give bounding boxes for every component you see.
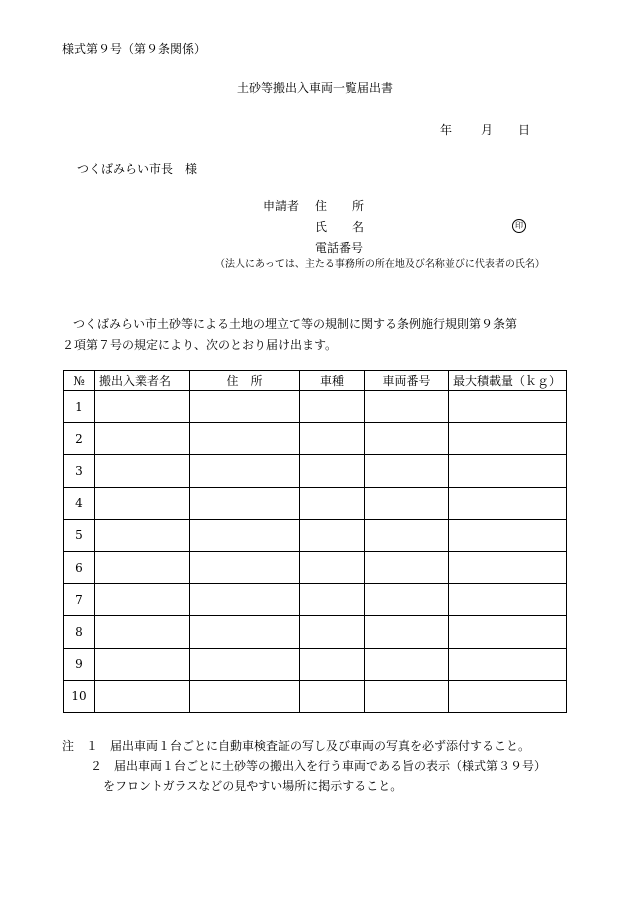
cell-operator[interactable] [95, 680, 190, 712]
cell-operator[interactable] [95, 519, 190, 551]
cell-vehicle-type[interactable] [300, 487, 365, 519]
table-row [64, 391, 567, 423]
cell-vehicle-type[interactable] [300, 551, 365, 583]
row-number: 6 [64, 551, 95, 583]
table-row [64, 616, 567, 648]
cell-address[interactable] [190, 680, 300, 712]
cell-address[interactable] [190, 519, 300, 551]
address-label-1: 住 [315, 199, 328, 213]
table-body [64, 391, 567, 713]
cell-plate-number[interactable] [365, 455, 449, 487]
table-header-row [64, 371, 567, 391]
table-row [64, 487, 567, 519]
table-row [64, 423, 567, 455]
cell-max-load[interactable] [449, 551, 567, 583]
cell-plate-number[interactable] [365, 648, 449, 680]
row-number: 7 [64, 584, 95, 616]
row-number: 5 [64, 519, 95, 551]
cell-max-load[interactable] [449, 391, 567, 423]
table-row [64, 455, 567, 487]
cell-plate-number[interactable] [365, 680, 449, 712]
note-line-1: 注 １ 届出車両１台ごとに自動車検査証の写し及び車両の写真を必ず添付すること。 [62, 739, 531, 753]
cell-address[interactable] [190, 455, 300, 487]
cell-plate-number[interactable] [365, 584, 449, 616]
cell-vehicle-type[interactable] [300, 648, 365, 680]
body-text-line-1: つくばみらい市土砂等による土地の埋立て等の規制に関する条例施行規則第９条第 [73, 317, 518, 331]
cell-vehicle-type[interactable] [300, 423, 365, 455]
note-line-2: ２ 届出車両１台ごとに土砂等の搬出入を行う車両である旨の表示（様式第３９号） [90, 759, 547, 773]
cell-plate-number[interactable] [365, 551, 449, 583]
cell-operator[interactable] [95, 423, 190, 455]
phone-label: 電話番号 [315, 241, 364, 255]
cell-plate-number[interactable] [365, 391, 449, 423]
cell-vehicle-type[interactable] [300, 455, 365, 487]
table-row [64, 584, 567, 616]
cell-address[interactable] [190, 616, 300, 648]
cell-max-load[interactable] [449, 584, 567, 616]
table-row [64, 551, 567, 583]
date-year-label: 年 [440, 123, 453, 137]
address-label-2: 所 [352, 199, 365, 213]
name-label-1: 氏 [315, 220, 328, 234]
cell-operator[interactable] [95, 455, 190, 487]
applicant-label: 申請者 [263, 199, 300, 213]
header-no: № [64, 371, 95, 391]
cell-address[interactable] [190, 584, 300, 616]
body-text-line-2: ２項第７号の規定により、次のとおり届け出ます。 [62, 338, 338, 352]
cell-plate-number[interactable] [365, 423, 449, 455]
cell-max-load[interactable] [449, 616, 567, 648]
cell-plate-number[interactable] [365, 487, 449, 519]
table-row [64, 519, 567, 551]
cell-address[interactable] [190, 423, 300, 455]
row-number: 2 [64, 423, 95, 455]
header-vehicle-type: 車種 [300, 371, 365, 391]
table-row [64, 680, 567, 712]
name-label-2: 名 [352, 220, 365, 234]
cell-operator[interactable] [95, 584, 190, 616]
corporate-note: （法人にあっては、主たる事務所の所在地及び名称並びに代表者の氏名） [215, 259, 545, 270]
cell-vehicle-type[interactable] [300, 391, 365, 423]
cell-vehicle-type[interactable] [300, 616, 365, 648]
row-number: 8 [64, 616, 95, 648]
header-address: 住 所 [190, 371, 300, 391]
cell-max-load[interactable] [449, 487, 567, 519]
cell-max-load[interactable] [449, 519, 567, 551]
cell-address[interactable] [190, 648, 300, 680]
date-day-label: 日 [518, 123, 531, 137]
row-number: 3 [64, 455, 95, 487]
document-title: 土砂等搬出入車両一覧届出書 [236, 81, 393, 95]
cell-max-load[interactable] [449, 680, 567, 712]
cell-operator[interactable] [95, 487, 190, 519]
note-line-3: をフロントガラスなどの見やすい場所に掲示すること。 [103, 779, 403, 793]
cell-operator[interactable] [95, 551, 190, 583]
addressee: つくばみらい市長 様 [77, 162, 198, 176]
cell-vehicle-type[interactable] [300, 680, 365, 712]
cell-address[interactable] [190, 551, 300, 583]
header-max-load: 最大積載量（ｋｇ） [449, 371, 567, 391]
cell-vehicle-type[interactable] [300, 584, 365, 616]
cell-vehicle-type[interactable] [300, 519, 365, 551]
row-number: 4 [64, 487, 95, 519]
cell-operator[interactable] [95, 616, 190, 648]
cell-max-load[interactable] [449, 455, 567, 487]
cell-address[interactable] [190, 391, 300, 423]
cell-plate-number[interactable] [365, 519, 449, 551]
cell-operator[interactable] [95, 391, 190, 423]
cell-address[interactable] [190, 487, 300, 519]
header-plate-number: 車両番号 [365, 371, 449, 391]
cell-max-load[interactable] [449, 648, 567, 680]
row-number: 9 [64, 648, 95, 680]
table-row [64, 648, 567, 680]
cell-max-load[interactable] [449, 423, 567, 455]
cell-operator[interactable] [95, 648, 190, 680]
header-operator: 搬出入業者名 [95, 371, 190, 391]
form-number: 様式第９号（第９条関係） [62, 42, 207, 56]
vehicle-list-table [63, 370, 567, 713]
cell-plate-number[interactable] [365, 616, 449, 648]
date-month-label: 月 [481, 123, 494, 137]
row-number: 10 [64, 680, 95, 712]
seal-mark: 印 [512, 219, 526, 233]
row-number: 1 [64, 391, 95, 423]
